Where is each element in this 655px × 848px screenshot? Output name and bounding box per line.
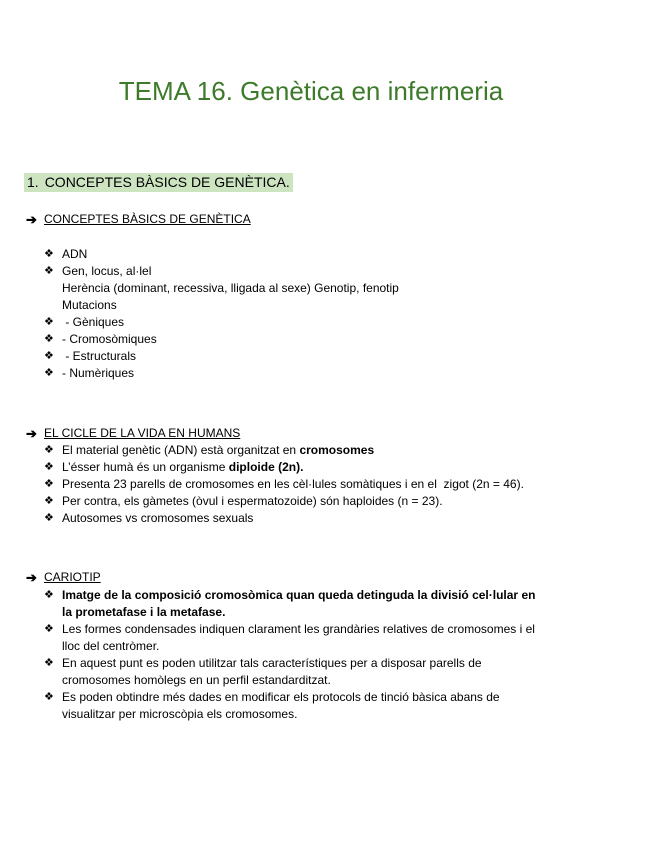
list-item: ❖ Imatge de la composició cromosòmica quan queda detinguda la divisió cel·lular en la prometafase i la metafase. (44, 588, 536, 619)
list-item: ❖ Autosomes vs cromosomes sexuals (44, 511, 254, 525)
section-title: CONCEPTES BÀSICS DE GENÈTICA (44, 212, 251, 226)
section-title: EL CICLE DE LA VIDA EN HUMANS (44, 426, 241, 440)
section-heading-cariotip (26, 570, 101, 585)
diamond-bullet-icon: ❖ (44, 691, 54, 703)
plain-line: Herència (dominant, recessiva, lligada al sexe) Genotip, fenotip (62, 281, 399, 295)
list-item: ❖ En aquest punt es poden utilitzar tals característiques per a disposar parells de cromosomes homòlegs en un perfil estandarditzat. (44, 656, 482, 687)
diamond-bullet-icon: ❖ (44, 444, 54, 456)
heading-number: 1. (27, 174, 39, 190)
heading-text: CONCEPTES BÀSICS DE GENÈTICA. (44, 174, 290, 190)
bullet-list (44, 314, 604, 382)
section-heading-conceptes (26, 212, 251, 227)
arrow-icon: ➔ (26, 426, 37, 441)
arrow-icon: ➔ (26, 570, 37, 585)
diamond-bullet-icon: ❖ (44, 657, 54, 669)
plain-line: Mutacions (62, 298, 117, 312)
diamond-bullet-icon: ❖ (44, 333, 54, 345)
list-item: ❖ El material genètic (ADN) està organitzat en cromosomes (44, 443, 375, 457)
bullet-list (44, 587, 604, 723)
diamond-bullet-icon: ❖ (44, 248, 54, 260)
diamond-bullet-icon: ❖ (44, 461, 54, 473)
list-item: ❖ - Cromosòmiques (44, 332, 157, 346)
arrow-icon: ➔ (26, 212, 37, 227)
section-heading-cicle (26, 426, 240, 441)
bullet-list (44, 246, 604, 280)
list-item: ❖ Per contra, els gàmetes (òvul i espermatozoide) són haploides (n = 23). (44, 494, 443, 508)
section-title: CARIOTIP (44, 570, 101, 584)
diamond-bullet-icon: ❖ (44, 265, 54, 277)
list-item: ❖ Les formes condensades indiquen clarament les grandàries relatives de cromosomes i el lloc del centròmer. (44, 622, 535, 653)
list-item: ❖ - Estructurals (44, 349, 137, 363)
list-item: ❖ - Gèniques (44, 315, 125, 329)
diamond-bullet-icon: ❖ (44, 316, 54, 328)
list-item: ❖ Gen, locus, al·lel (44, 264, 152, 278)
heading-1 (24, 173, 293, 192)
list-item: ❖ L’ésser humà és un organisme diploide (2n). (44, 460, 304, 474)
list-item: ❖ - Numèriques (44, 366, 135, 380)
diamond-bullet-icon: ❖ (44, 367, 54, 379)
list-item: ❖ ADN (44, 247, 88, 261)
diamond-bullet-icon: ❖ (44, 589, 54, 601)
diamond-bullet-icon: ❖ (44, 350, 54, 362)
list-item: ❖ Presenta 23 parells de cromosomes en les cèl·lules somàtiques i en el zigot (2n = 46). (44, 477, 524, 491)
list-item: ❖ Es poden obtindre més dades en modificar els protocols de tinció bàsica abans de visualitzar per microscòpia els cromosomes. (44, 690, 500, 721)
diamond-bullet-icon: ❖ (44, 478, 54, 490)
page-title: TEMA 16. Genètica en infermeria (118, 76, 504, 106)
diamond-bullet-icon: ❖ (44, 495, 54, 507)
diamond-bullet-icon: ❖ (44, 623, 54, 635)
bullet-list (44, 442, 604, 527)
diamond-bullet-icon: ❖ (44, 512, 54, 524)
